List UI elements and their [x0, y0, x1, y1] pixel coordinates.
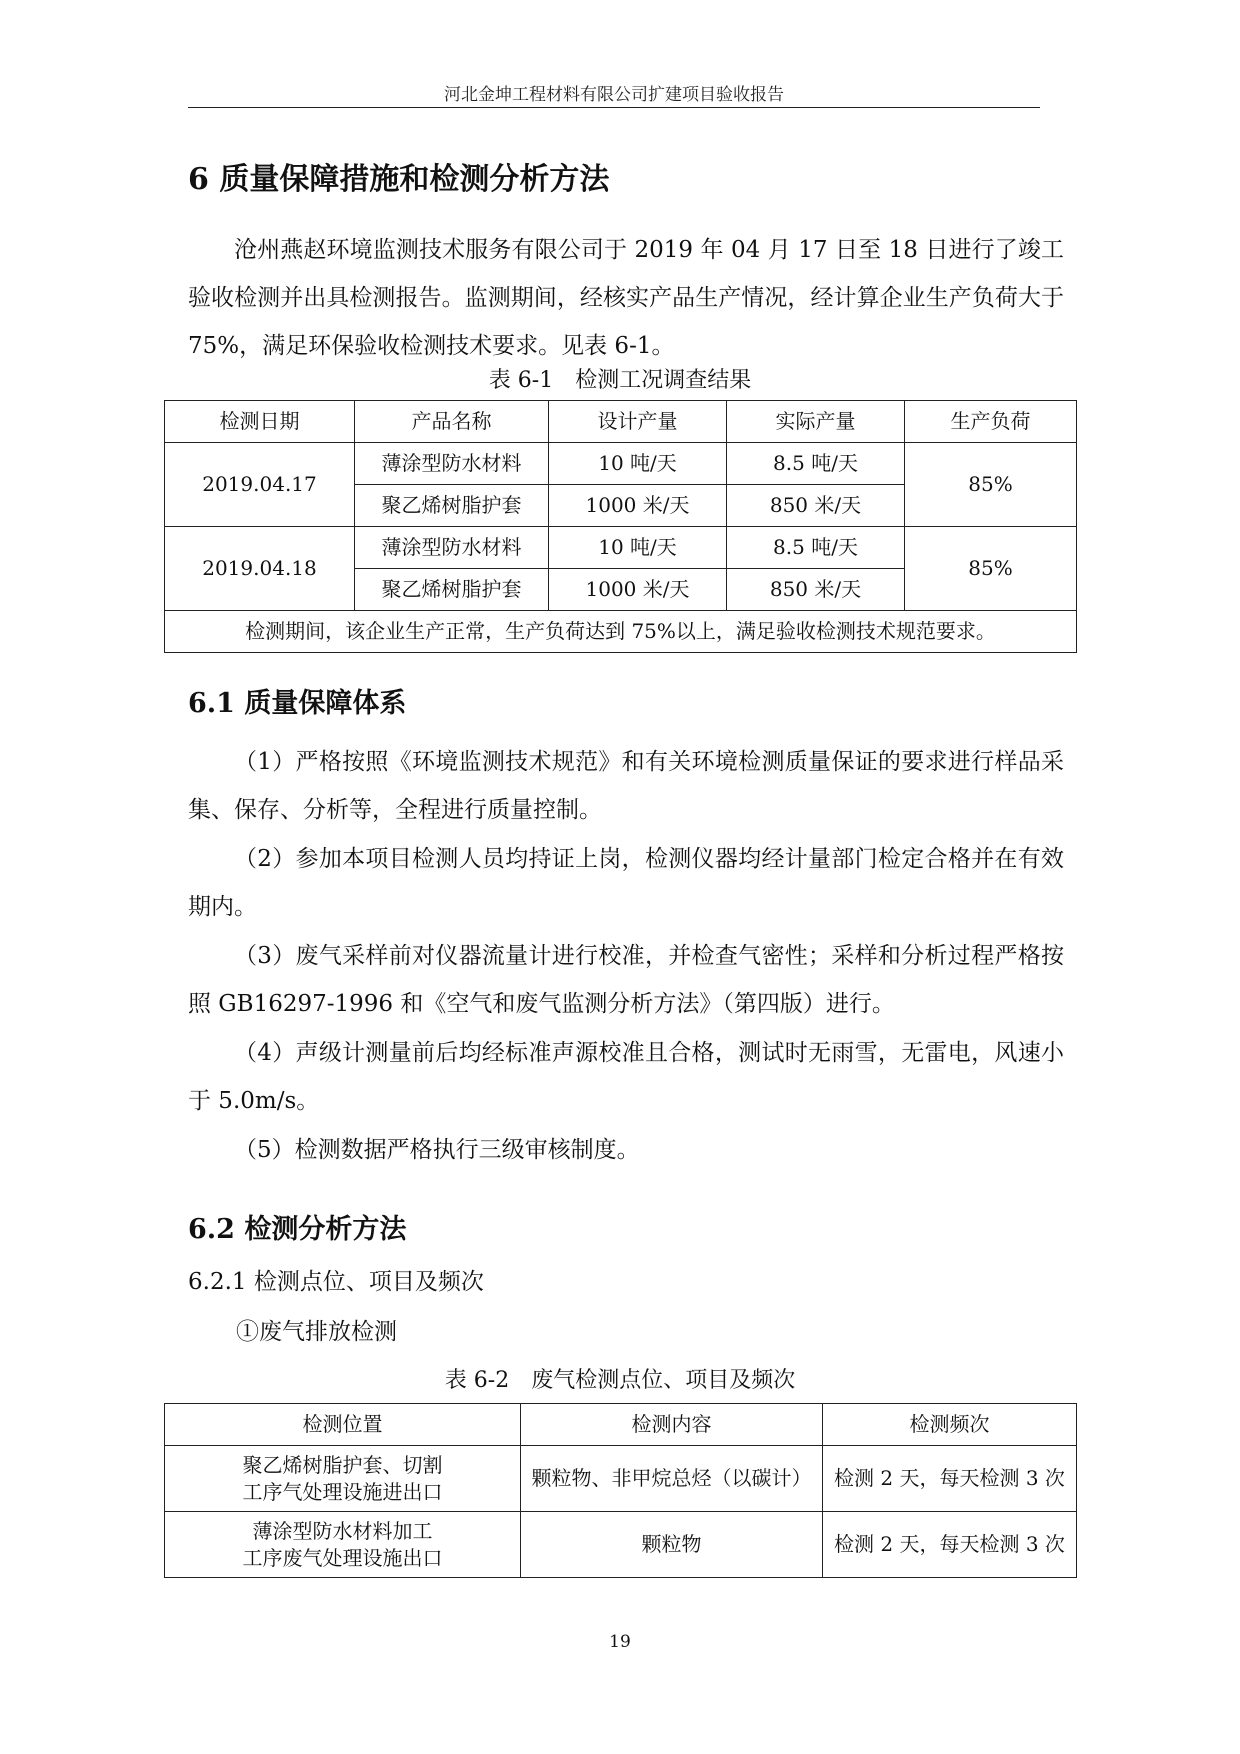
- actual-cell: 850 米/天: [727, 569, 905, 611]
- table-6-1: [164, 400, 1077, 653]
- header-cell: 检测频次: [823, 1404, 1077, 1446]
- quality-item-5: （5）检测数据严格执行三级审核制度。: [234, 1137, 640, 1163]
- location-line: 工序气处理设施进出口: [242, 1479, 443, 1504]
- section-6-2-title: 6.2 检测分析方法: [188, 1214, 407, 1245]
- design-cell: 1000 米/天: [549, 485, 727, 527]
- header-cell: 设计产量: [549, 401, 727, 443]
- load-cell: 85%: [905, 443, 1077, 527]
- actual-cell: 8.5 吨/天: [727, 443, 905, 485]
- quality-item-4: （4）声级计测量前后均经标准声源校准且合格，测试时无雨雪，无雷电，风速小于 5.0m/s。: [188, 1040, 1064, 1114]
- location-line: 工序废气处理设施出口: [242, 1545, 443, 1570]
- quality-item-1: （1）严格按照《环境监测技术规范》和有关环境检测质量保证的要求进行样品采集、保存、分析等，全程进行质量控制。: [188, 749, 1064, 823]
- product-cell: 薄涂型防水材料: [355, 443, 549, 485]
- content-cell: 颗粒物: [521, 1512, 823, 1578]
- header-cell: 生产负荷: [905, 401, 1077, 443]
- section-6-1-title: 6.1 质量保障体系: [188, 688, 407, 719]
- header-cell: 产品名称: [355, 401, 549, 443]
- location-cell: [165, 1512, 521, 1578]
- table-note-row: [165, 611, 1077, 653]
- date-cell: 2019.04.17: [165, 443, 355, 527]
- table-6-1-caption: 表 6-1 检测工况调查结果: [488, 368, 752, 393]
- frequency-cell: 检测 2 天，每天检测 3 次: [823, 1512, 1077, 1578]
- table-row: [165, 443, 1077, 485]
- header-cell: 检测位置: [165, 1404, 521, 1446]
- table-note: 检测期间，该企业生产正常，生产负荷达到 75%以上，满足验收检测技术规范要求。: [165, 611, 1077, 653]
- running-header: 河北金坤工程材料有限公司扩建项目验收报告: [444, 85, 784, 105]
- exhaust-gas-subheading: ①废气排放检测: [236, 1319, 397, 1345]
- table-row: [165, 1512, 1077, 1578]
- design-cell: 10 吨/天: [549, 443, 727, 485]
- table-row: [165, 1446, 1077, 1512]
- table-6-2-caption: 表 6-2 废气检测点位、项目及频次: [444, 1368, 796, 1393]
- frequency-cell: 检测 2 天，每天检测 3 次: [823, 1446, 1077, 1512]
- section-6-2-1-title: 6.2.1 检测点位、项目及频次: [188, 1269, 484, 1295]
- design-cell: 1000 米/天: [549, 569, 727, 611]
- product-cell: 薄涂型防水材料: [355, 527, 549, 569]
- table-6-2-header-row: [165, 1404, 1077, 1446]
- product-cell: 聚乙烯树脂护套: [355, 569, 549, 611]
- content-cell: 颗粒物、非甲烷总烃（以碳计）: [521, 1446, 823, 1512]
- table-row: [165, 527, 1077, 569]
- location-cell: [165, 1446, 521, 1512]
- section-6-title: 6 质量保障措施和检测分析方法: [188, 162, 610, 197]
- quality-item-2: （2）参加本项目检测人员均持证上岗，检测仪器均经计量部门检定合格并在有效期内。: [188, 846, 1064, 920]
- date-cell: 2019.04.18: [165, 527, 355, 611]
- actual-cell: 8.5 吨/天: [727, 527, 905, 569]
- section-6-intro: 沧州燕赵环境监测技术服务有限公司于 2019 年 04 月 17 日至 18 日进行了竣工验收检测并出具检测报告。监测期间，经核实产品生产情况，经计算企业生产负荷大于 75%，满足环保验收检测技术要求。见表 6-1。: [188, 237, 1064, 359]
- location-line: 聚乙烯树脂护套、切割: [242, 1452, 443, 1477]
- page-number: 19: [609, 1632, 631, 1652]
- design-cell: 10 吨/天: [549, 527, 727, 569]
- location-line: 薄涂型防水材料加工: [252, 1518, 433, 1543]
- header-cell: 实际产量: [727, 401, 905, 443]
- product-cell: 聚乙烯树脂护套: [355, 485, 549, 527]
- table-6-2: [164, 1403, 1077, 1578]
- actual-cell: 850 米/天: [727, 485, 905, 527]
- load-cell: 85%: [905, 527, 1077, 611]
- header-cell: 检测内容: [521, 1404, 823, 1446]
- header-cell: 检测日期: [165, 401, 355, 443]
- table-6-1-header-row: [165, 401, 1077, 443]
- quality-item-3: （3）废气采样前对仪器流量计进行校准，并检查气密性；采样和分析过程严格按照 GB16297-1996 和《空气和废气监测分析方法》（第四版）进行。: [188, 943, 1064, 1017]
- header-rule: [188, 107, 1040, 108]
